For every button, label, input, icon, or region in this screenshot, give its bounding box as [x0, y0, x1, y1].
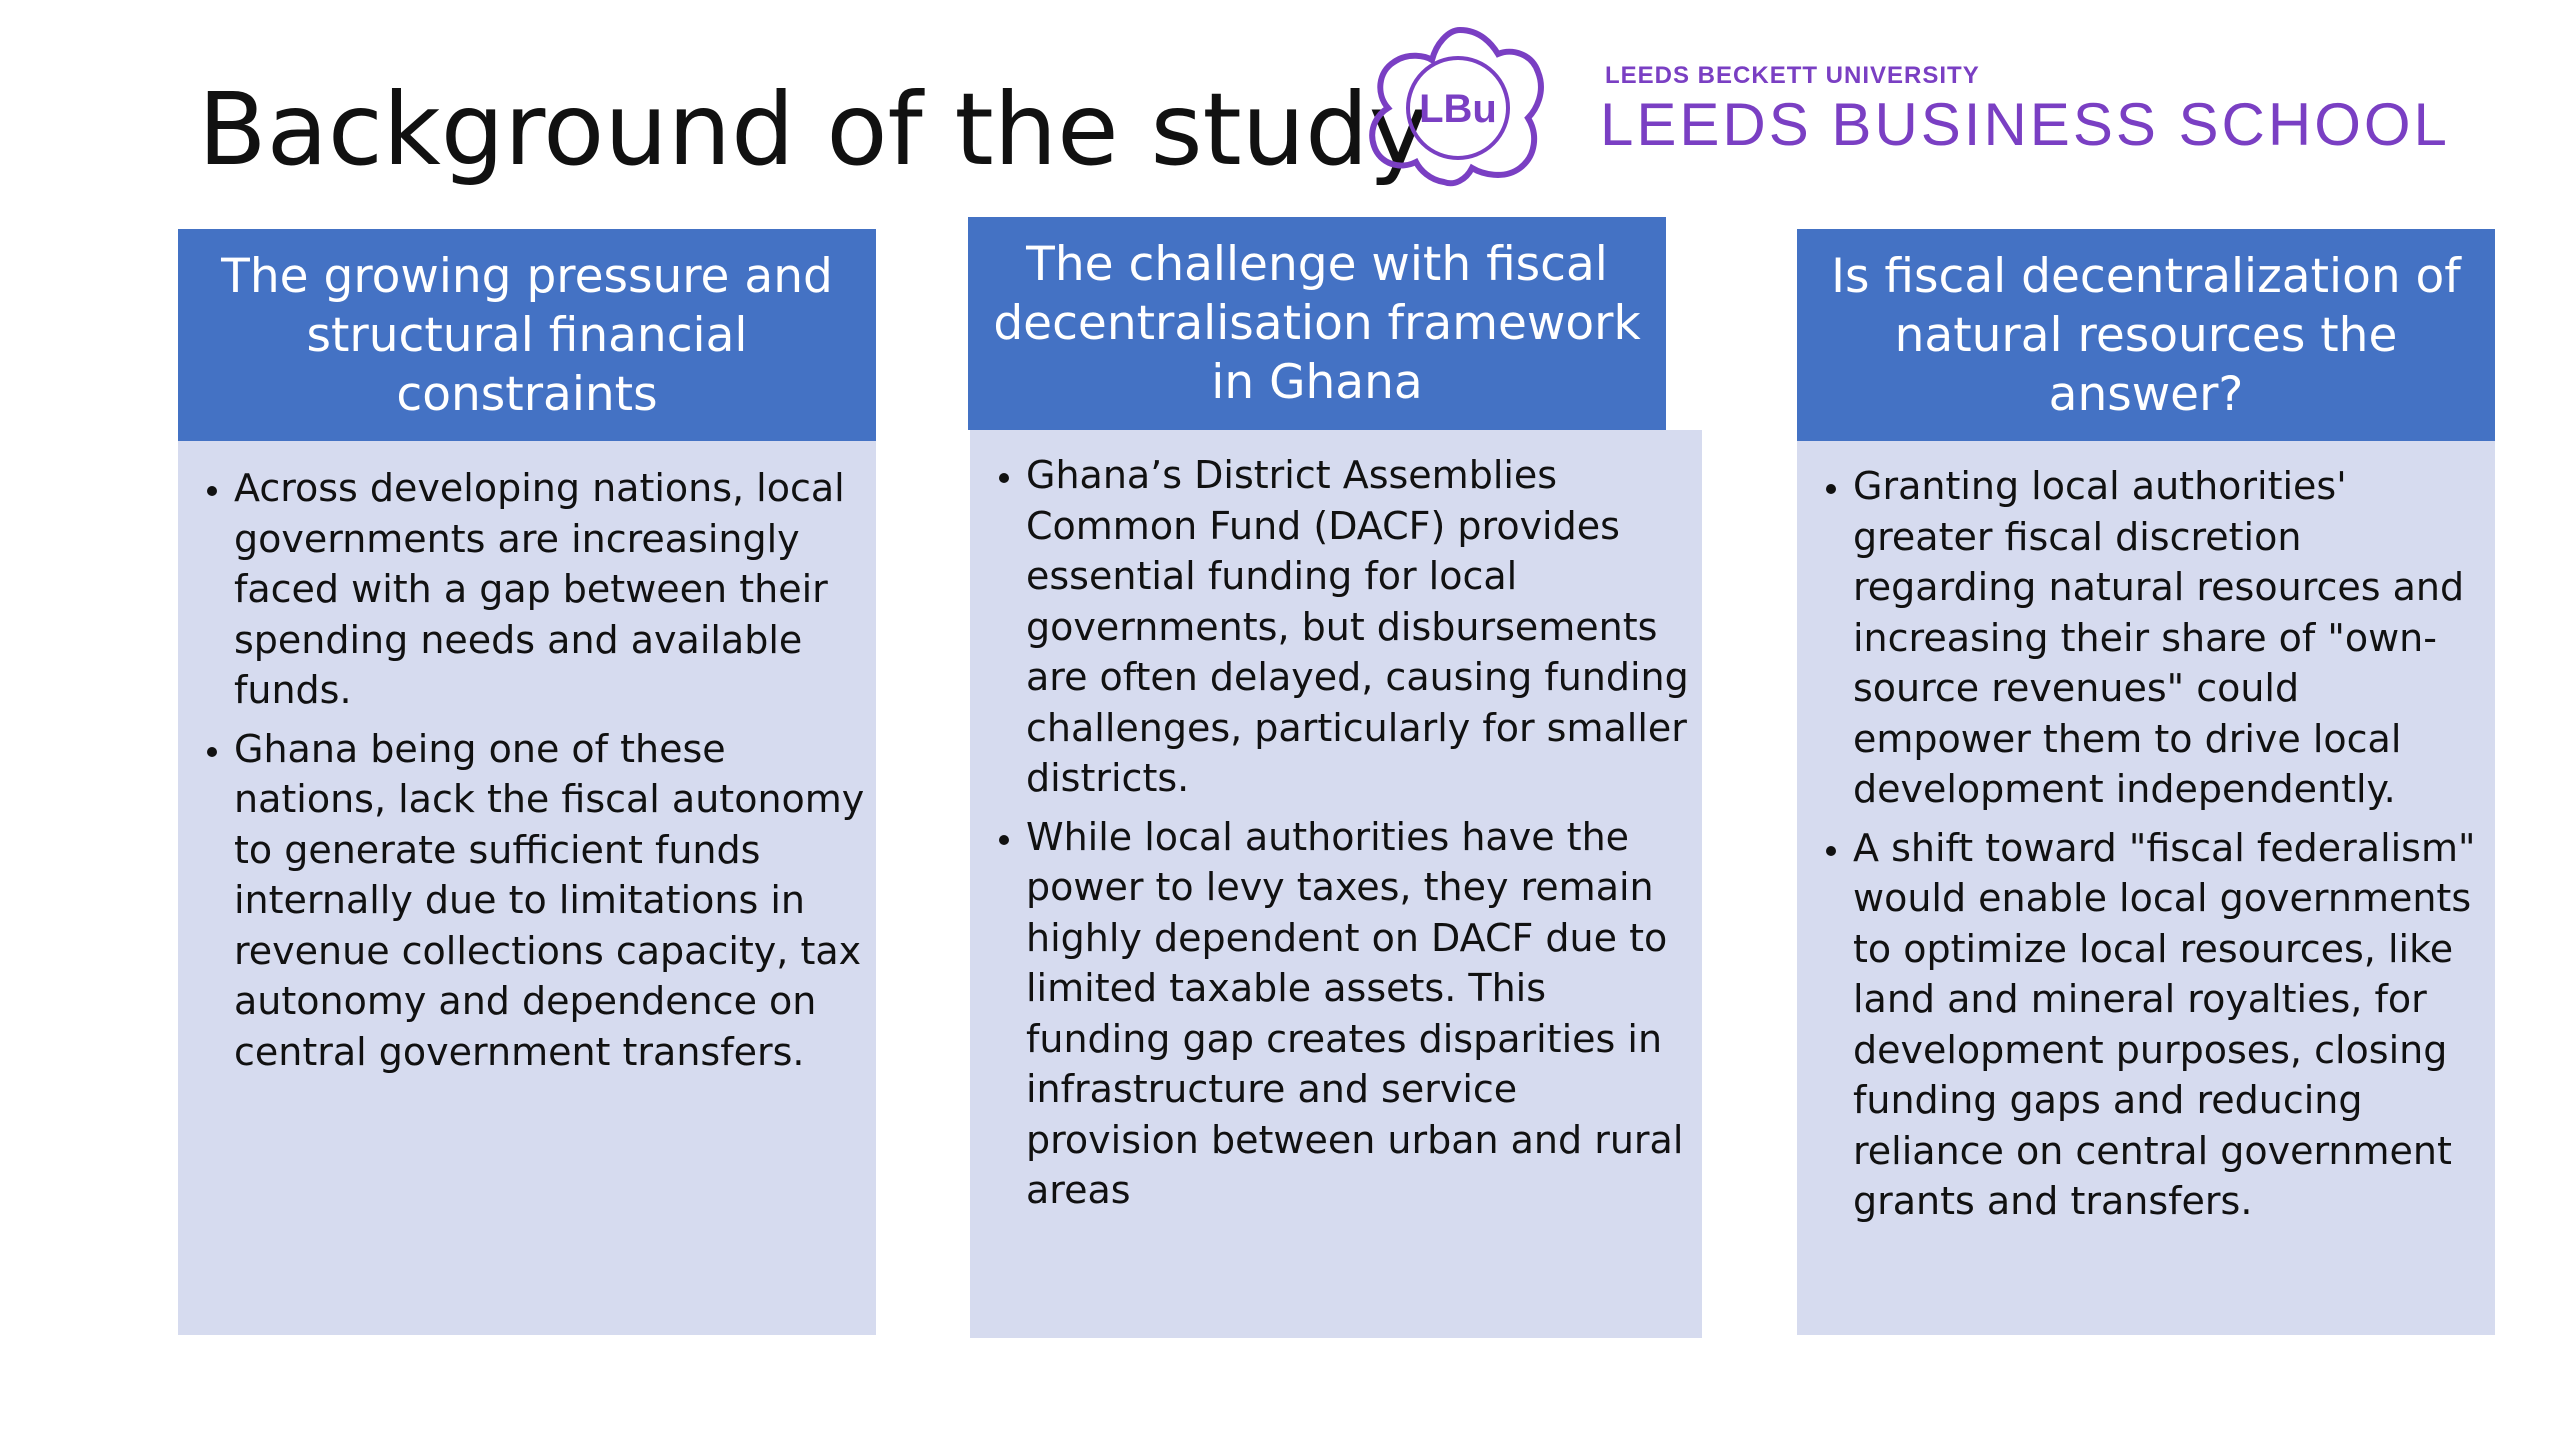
column-2-bullet-1: • Ghana’s District Assemblies Common Fund (DACF) provides essential funding for local governments, but disbursements are often delayed, causing funding challenges, particularly for smaller districts.: [1026, 450, 1690, 804]
column-2-heading: The challenge with fiscal decentralisation framework in Ghana: [968, 217, 1666, 430]
slide-title: Background of the study: [198, 71, 1428, 188]
school-name: LEEDS BUSINESS SCHOOL: [1600, 91, 2450, 158]
column-1-bullet-1: • Across developing nations, local governments are increasingly faced with a gap between their spending needs and available funds.: [234, 463, 868, 716]
svg-text:LBu: LBu: [1419, 87, 1497, 131]
column-1-heading: The growing pressure and structural financial constraints: [178, 229, 876, 441]
column-2-bullet-2: • While local authorities have the power to levy taxes, they remain highly dependent on DACF due to limited taxable assets. This funding gap creates disparities in infrastructure and service provision between urban and rural areas: [1026, 812, 1690, 1216]
column-1-bullet-list: [178, 463, 868, 1085]
leeds-beckett-rose-logo-icon: [1360, 22, 1560, 192]
column-3-bullet-2: • A shift toward "fiscal federalism" would enable local governments to optimize local resources, like land and mineral royalties, for development purposes, closing funding gaps and reducing reliance on central government grants and transfers.: [1853, 823, 2487, 1227]
university-name: LEEDS BECKETT UNIVERSITY: [1605, 62, 1980, 89]
column-1-bullet-2: • Ghana being one of these nations, lack the fiscal autonomy to generate sufficient funds internally due to limitations in revenue collections capacity, tax autonomy and dependence on central government transfers.: [234, 724, 868, 1078]
column-3-bullet-list: [1797, 461, 2487, 1235]
column-3-heading: Is fiscal decentralization of natural resources the answer?: [1797, 229, 2495, 441]
column-3-bullet-1: • Granting local authorities' greater fiscal discretion regarding natural resources and increasing their share of "own-source revenues" could empower them to drive local development independently.: [1853, 461, 2487, 815]
column-2-bullet-list: [970, 450, 1690, 1224]
